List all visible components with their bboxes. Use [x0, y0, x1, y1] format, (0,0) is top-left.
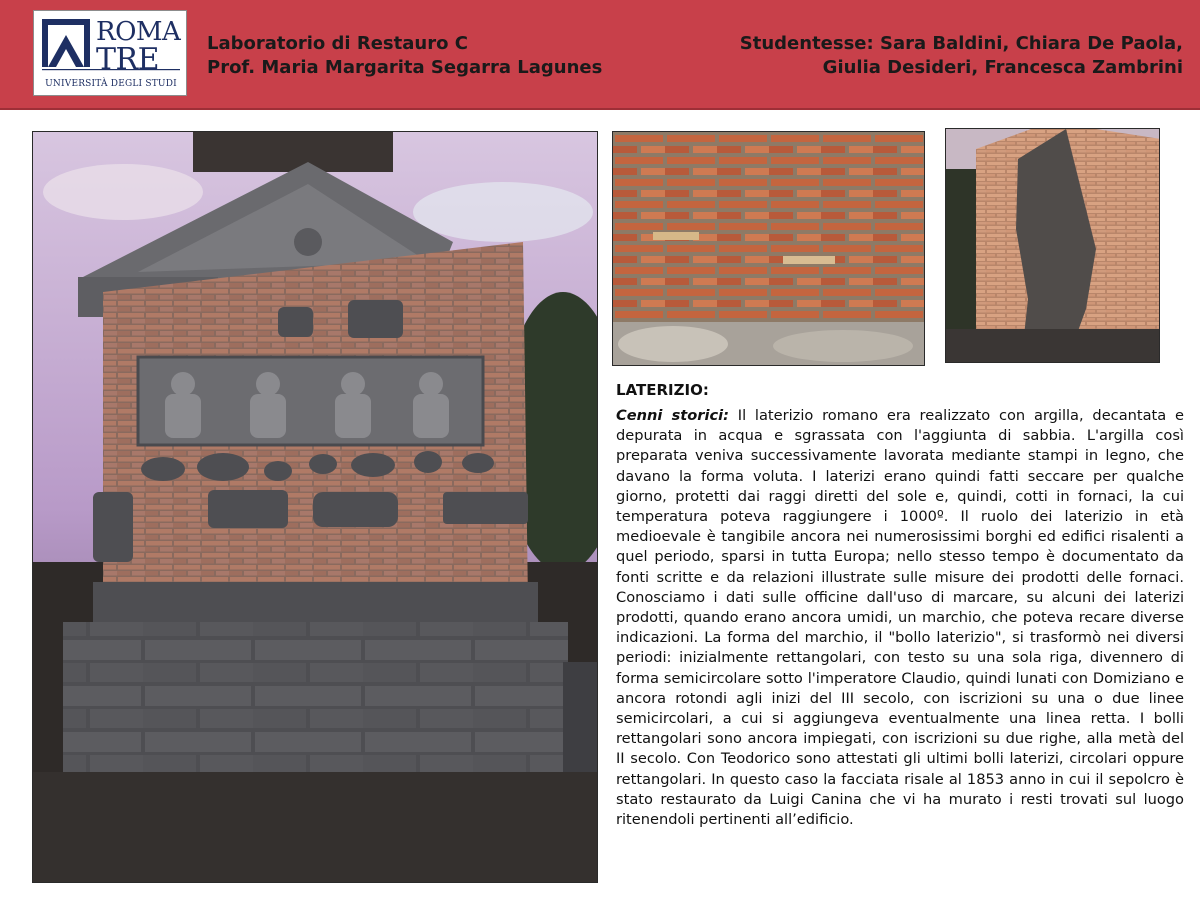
historical-notes-text [616, 406, 1184, 830]
body-paragraph: Il laterizio romano era realizzato con argilla, decantata e depurata in acqua e sgrassata con l'aggiunta di sabbia. L'argilla così preparata veniva successivamente lavorata mediante stampi in legno, che davano la forma voluta. I laterizi erano quindi fatti seccare per qualche giorno, protetti dai raggi diretti del sole e, quindi, cotti in fornaci, la cui temperatura poteva raggiungere i 1000º. Il ruolo dei laterizio in età medioevale è tangibile ancora nei numerosissimi borghi ed edifici risalenti a quel periodo, sparsi in tutta Europa; nello stesso tempo è documentato da fonti scritte e da relazioni illustrate sulle misure dei prodotti delle fornaci. Conosciamo i dati sulle officine dall'uso di marcare, su alcuni dei laterizi prodotti, quando erano ancora umidi, un marchio, che poteva recare diverse indicazioni. La forma del marchio, il "bollo laterizio", si trasformò nei diversi periodi: inizialmente rettangolari, con testo su una sola riga, divennero di forma semicircolare sotto l'imperatore Claudio, quindi lunati con Domiziano e ancora rotondi agli inizi del III secolo, con iscrizioni su una o due linee semicircolari, a cui si aggiungeva eventualmente una linea retta. I bolli rettangolari sono ancora impiegati, con iscrizioni su due righe, alla metà del II secolo. Con Teodorico sono attestati gli ultimi bolli laterizi, circolari oppure rettangolari. In questo caso la facciata risale al 1853 anno in cui il sepolcro è stato restaurato da Luigi Canina che vi ha murato i resti trovati sul luogo ritenendoli pertinenti all’edificio. [616, 407, 1184, 829]
brick-wall-detail-photo [612, 131, 925, 366]
course-title: Laboratorio di Restauro C [207, 33, 468, 54]
students-line-1: Studentesse: Sara Baldini, Chiara De Paola, [739, 33, 1183, 54]
roma-tre-logo [33, 10, 187, 96]
logo-university-text: UNIVERSITÀ DEGLI STUDI [45, 79, 177, 89]
students-line-2: Giulia Desideri, Francesca Zambrini [822, 57, 1183, 78]
logo-tre-text: TRE [96, 42, 159, 77]
tomb-monument-photo [32, 131, 598, 883]
section-title: LATERIZIO: [616, 381, 709, 399]
course-info [207, 32, 602, 80]
logo-roma-text: ROMA [96, 17, 181, 47]
professor-name: Prof. Maria Margarita Segarra Lagunes [207, 57, 603, 78]
brick-ruin-photo [945, 128, 1160, 363]
students-info [740, 32, 1183, 80]
lead-label: Cenni storici: [616, 407, 729, 424]
header-band [0, 0, 1200, 110]
